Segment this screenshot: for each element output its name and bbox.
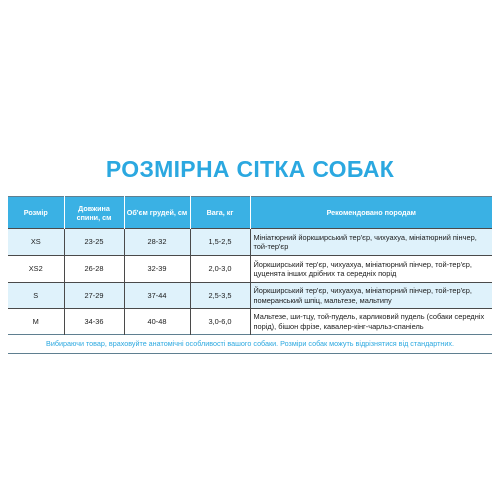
cell-size: M (8, 309, 64, 335)
cell-size: XS (8, 229, 64, 256)
cell-size: S (8, 283, 64, 309)
note-row (8, 335, 492, 354)
cell-size: XS2 (8, 256, 64, 283)
size-chart-table (8, 196, 492, 354)
cell-chest-girth: 37-44 (124, 283, 190, 309)
cell-breeds: Йоркширський тер'єр, чихуахуа, мініатюрний пінчер, той-тер'єр, цуценята інших дрібних та середніх порід (250, 256, 492, 283)
table-row (8, 283, 492, 309)
header-size: Розмір (8, 197, 64, 229)
cell-weight: 2,0-3,0 (190, 256, 250, 283)
page-title: РОЗМІРНА СІТКА СОБАК (105, 156, 395, 182)
cell-weight: 2,5-3,5 (190, 283, 250, 309)
cell-breeds: Йоркширський тер'єр, чихуахуа, мініатюрний пінчер, той-тер'єр, померанський шпіц, мальтезе, мальтипу (250, 283, 492, 309)
cell-back-length: 26-28 (64, 256, 124, 283)
header-chest-girth: Об'єм грудей, см (124, 197, 190, 229)
header-weight: Вага, кг (190, 197, 250, 229)
cell-chest-girth: 40-48 (124, 309, 190, 335)
cell-back-length: 34-36 (64, 309, 124, 335)
footnote: Вибираючи товар, враховуйте анатомічні особливості вашого собаки. Розміри собак можуть відрізнятися від стандартних. (8, 335, 492, 354)
table-header-row (8, 197, 492, 229)
table-row (8, 256, 492, 283)
cell-back-length: 27-29 (64, 283, 124, 309)
cell-chest-girth: 32-39 (124, 256, 190, 283)
cell-chest-girth: 28-32 (124, 229, 190, 256)
cell-weight: 1,5-2,5 (190, 229, 250, 256)
cell-weight: 3,0-6,0 (190, 309, 250, 335)
header-back-length: Довжина спини, см (64, 197, 124, 229)
cell-breeds: Мініатюрний йоркширський тер'єр, чихуахуа, мініатюрний пінчер, той-тер'єр (250, 229, 492, 256)
cell-breeds: Мальтезе, ши-тцу, той-пудель, карликовий пудель (собаки середніх порід), бішон фрізе, кавалер-кінг-чарльз-спаніель (250, 309, 492, 335)
cell-back-length: 23-25 (64, 229, 124, 256)
table-row (8, 229, 492, 256)
table-row (8, 309, 492, 335)
header-recommended-breeds: Рекомендовано породам (250, 197, 492, 229)
